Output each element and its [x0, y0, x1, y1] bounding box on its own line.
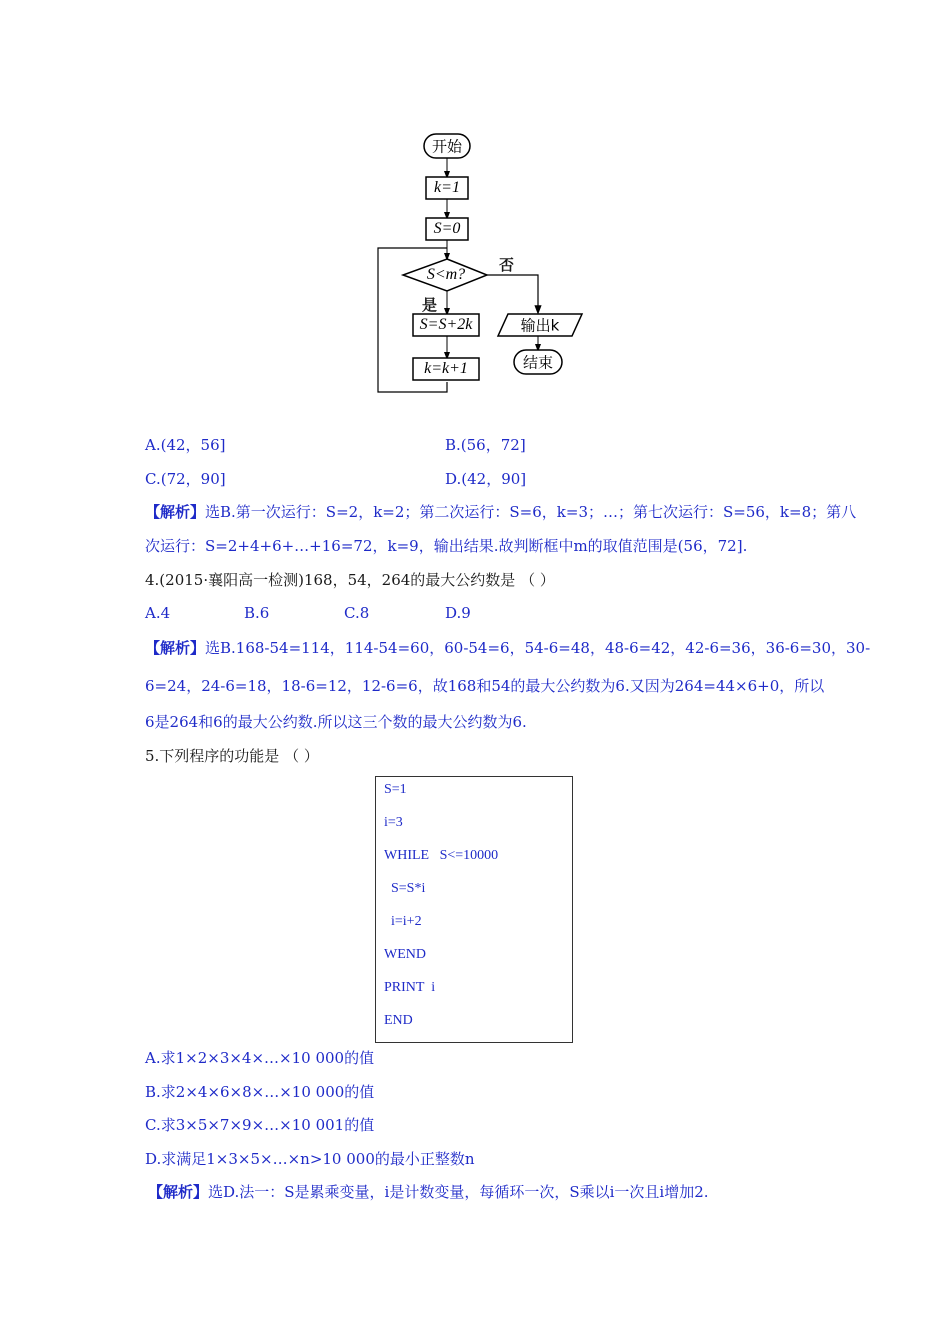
code-line: END — [384, 1013, 413, 1028]
code-line: i=3 — [384, 815, 403, 830]
analysis-text: 选B.第一次运行：S=2，k=2；第二次运行：S=6，k=3；…；第七次运行：S=56，k=8；第八 — [205, 503, 857, 521]
program-box — [375, 776, 573, 1043]
q5-option-c: C.求3×5×7×9×…×10 001的值 — [145, 1116, 375, 1134]
code-line: PRINT i — [384, 980, 436, 995]
code-line: i=i+2 — [384, 914, 422, 929]
q3-analysis-line1 — [145, 502, 856, 522]
init-k-label: k=1 — [434, 179, 460, 196]
q3-option-d: D.(42，90] — [445, 470, 527, 488]
q5-stem: 5.下列程序的功能是 （ ） — [145, 747, 319, 765]
q5-option-b: B.求2×4×6×8×…×10 000的值 — [145, 1083, 375, 1101]
code-line: S=S*i — [384, 881, 426, 896]
analysis-tag: 【解析】 — [145, 503, 206, 521]
analysis-tag: 【解析】 — [145, 639, 206, 657]
analysis-text: 选B.168-54=114，114-54=60，60-54=6，54-6=48，48-6=42，42-6=36，36-6=30，30- — [205, 639, 871, 657]
init-s-label: S=0 — [433, 220, 461, 237]
q4-option-b: B.6 — [244, 604, 270, 622]
q4-analysis-line3: 6是264和6的最大公约数.所以这三个数的最大公约数为6. — [145, 713, 527, 731]
end-label: 结束 — [522, 353, 554, 372]
analysis-text: 选D.法一：S是累乘变量，i是计数变量，每循环一次，S乘以i一次且i增加2. — [208, 1183, 709, 1201]
output-label: 输出k — [520, 316, 560, 335]
q4-analysis-line2: 6=24，24-6=18，18-6=12，12-6=6，故168和54的最大公约数为6.又因为264=44×6+0，所以 — [145, 677, 825, 695]
yes-label: 是 — [422, 296, 438, 314]
analysis-tag: 【解析】 — [148, 1183, 209, 1201]
code-line: S=1 — [384, 782, 407, 797]
q4-analysis-line1 — [145, 638, 870, 658]
q4-stem: 4.(2015·襄阳高一检测)168，54，264的最大公约数是 （ ） — [145, 571, 555, 589]
condition-label: S<m? — [426, 266, 466, 283]
q3-option-b: B.(56，72] — [445, 436, 526, 454]
flowchart-lines — [370, 130, 590, 400]
q4-option-a: A.4 — [145, 604, 171, 622]
code-line: WEND — [384, 947, 426, 962]
start-label: 开始 — [431, 137, 463, 156]
q3-analysis-line2: 次运行：S=2+4+6+…+16=72，k=9，输出结果.故判断框中m的取值范围是(56，72]. — [145, 537, 748, 555]
q3-option-c: C.(72，90] — [145, 470, 226, 488]
update-k-label: k=k+1 — [424, 360, 468, 377]
q4-option-c: C.8 — [344, 604, 370, 622]
q5-option-d: D.求满足1×3×5×…×n>10 000的最小正整数n — [145, 1150, 475, 1168]
q5-option-a: A.求1×2×3×4×…×10 000的值 — [145, 1049, 375, 1067]
q5-analysis-line1 — [148, 1182, 709, 1202]
no-label: 否 — [499, 256, 515, 274]
q3-option-a: A.(42，56] — [145, 436, 226, 454]
code-line: WHILE S<=10000 — [384, 848, 499, 863]
update-s-label: S=S+2k — [419, 316, 473, 333]
flowchart — [370, 130, 590, 400]
q4-option-d: D.9 — [445, 604, 471, 622]
